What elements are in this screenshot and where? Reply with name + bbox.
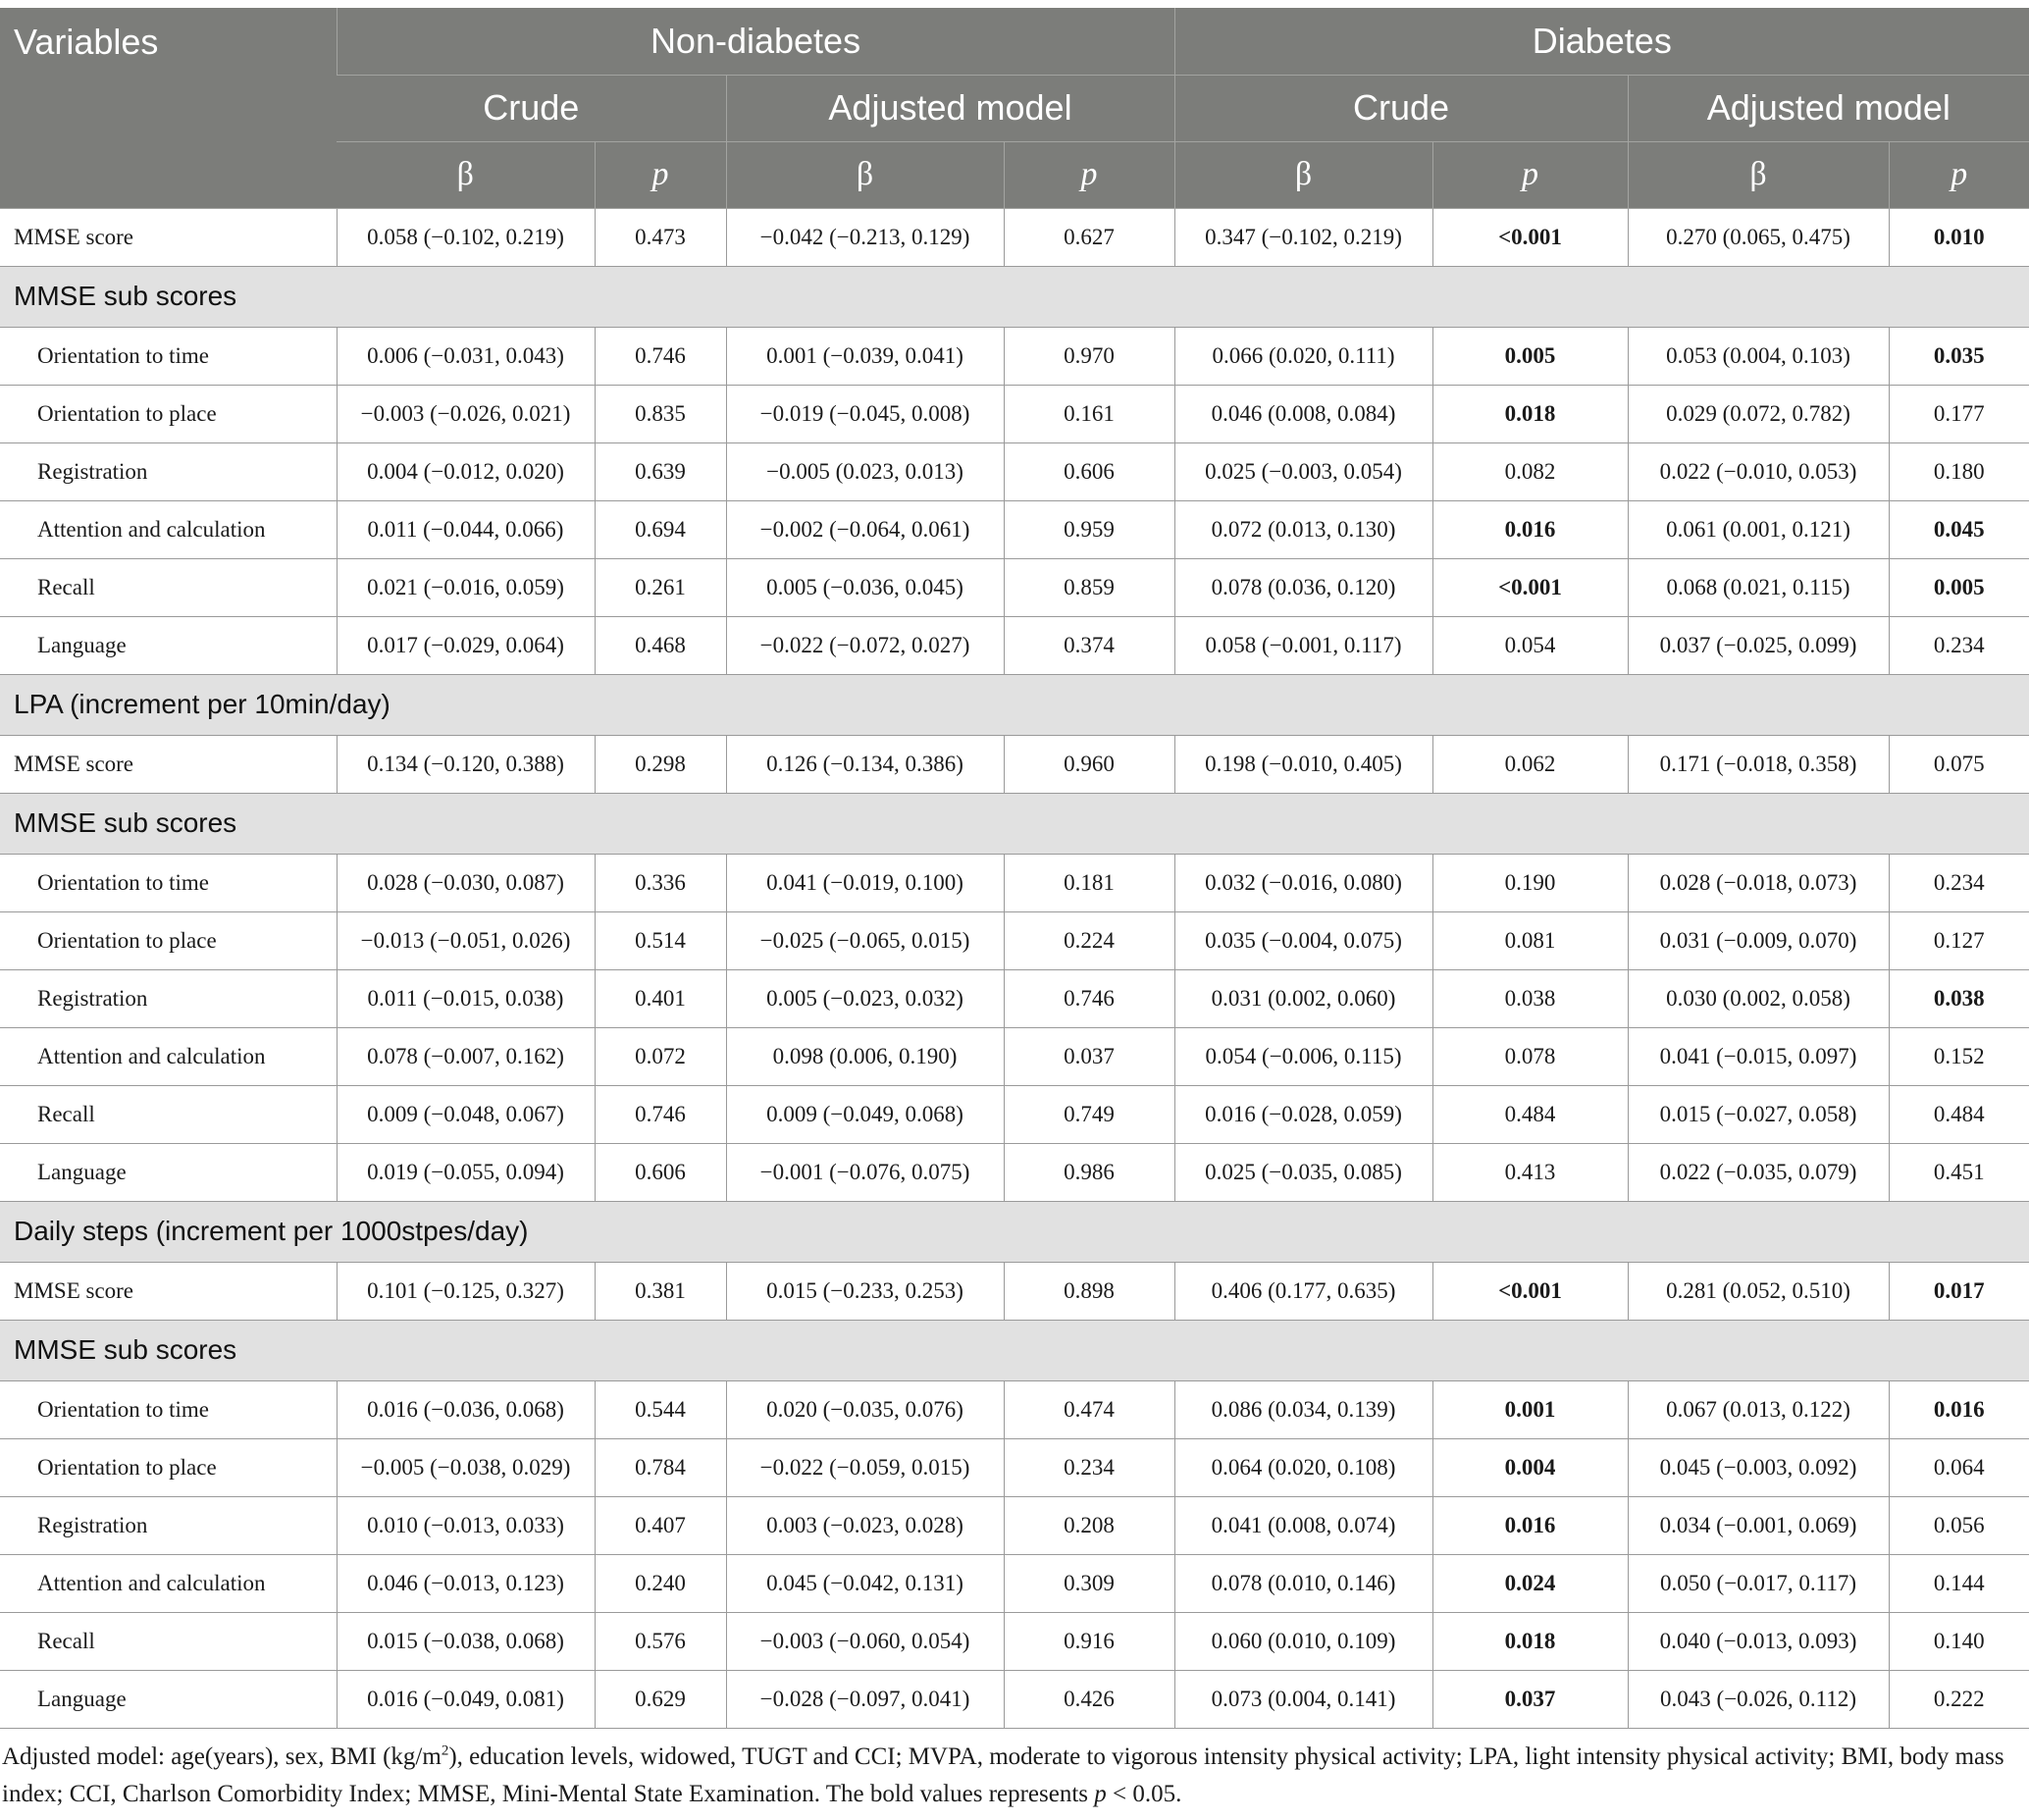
table-row xyxy=(0,1143,2029,1201)
beta-ci-cell: 0.010 (−0.013, 0.033) xyxy=(337,1496,595,1554)
beta-ci-cell: 0.098 (0.006, 0.190) xyxy=(726,1027,1004,1085)
p-value-cell: 0.234 xyxy=(1004,1438,1174,1496)
p-value-cell: 0.004 xyxy=(1432,1438,1628,1496)
beta-ci-cell: 0.045 (−0.003, 0.092) xyxy=(1628,1438,1889,1496)
beta-ci-cell: −0.005 (−0.038, 0.029) xyxy=(337,1438,595,1496)
p-value-cell: 0.970 xyxy=(1004,327,1174,385)
beta-ci-cell: 0.020 (−0.035, 0.076) xyxy=(726,1380,1004,1438)
beta-ci-cell: 0.011 (−0.015, 0.038) xyxy=(337,969,595,1027)
p-value-cell: 0.152 xyxy=(1889,1027,2029,1085)
beta-ci-cell: −0.013 (−0.051, 0.026) xyxy=(337,911,595,969)
p-value-cell: 0.037 xyxy=(1432,1670,1628,1728)
p-value-cell: 0.016 xyxy=(1432,1496,1628,1554)
row-label: MMSE score xyxy=(0,208,337,266)
beta-ci-cell: 0.040 (−0.013, 0.093) xyxy=(1628,1612,1889,1670)
row-label: Language xyxy=(0,616,337,674)
beta-ci-cell: 0.046 (0.008, 0.084) xyxy=(1174,385,1432,442)
beta-ci-cell: 0.043 (−0.026, 0.112) xyxy=(1628,1670,1889,1728)
beta-ci-cell: 0.001 (−0.039, 0.041) xyxy=(726,327,1004,385)
p-value-cell: 0.426 xyxy=(1004,1670,1174,1728)
beta-ci-cell: 0.066 (0.020, 0.111) xyxy=(1174,327,1432,385)
beta-ci-cell: −0.022 (−0.059, 0.015) xyxy=(726,1438,1004,1496)
p-value-cell: 0.018 xyxy=(1432,385,1628,442)
p-value-cell: 0.234 xyxy=(1889,854,2029,911)
table-header xyxy=(0,8,2029,208)
model-header-nd-crude: Crude xyxy=(337,75,726,141)
beta-ci-cell: 0.078 (−0.007, 0.162) xyxy=(337,1027,595,1085)
p-value-cell: 0.916 xyxy=(1004,1612,1174,1670)
model-header-d-crude: Crude xyxy=(1174,75,1628,141)
row-label: Language xyxy=(0,1670,337,1728)
row-label: MMSE score xyxy=(0,1262,337,1320)
p-value-cell: 0.639 xyxy=(595,442,726,500)
p-value-cell: 0.407 xyxy=(595,1496,726,1554)
beta-ci-cell: 0.050 (−0.017, 0.117) xyxy=(1628,1554,1889,1612)
table-row xyxy=(0,1085,2029,1143)
beta-ci-cell: −0.019 (−0.045, 0.008) xyxy=(726,385,1004,442)
p-value-cell: 0.161 xyxy=(1004,385,1174,442)
row-label: Attention and calculation xyxy=(0,1027,337,1085)
p-value-cell: 0.749 xyxy=(1004,1085,1174,1143)
p-value-cell: 0.898 xyxy=(1004,1262,1174,1320)
row-label: Registration xyxy=(0,1496,337,1554)
beta-ci-cell: 0.270 (0.065, 0.475) xyxy=(1628,208,1889,266)
p-value-cell: 0.746 xyxy=(595,1085,726,1143)
beta-ci-cell: 0.009 (−0.048, 0.067) xyxy=(337,1085,595,1143)
beta-ci-cell: 0.045 (−0.042, 0.131) xyxy=(726,1554,1004,1612)
table-row xyxy=(0,1438,2029,1496)
p-value-cell: 0.484 xyxy=(1432,1085,1628,1143)
p-value-cell: 0.484 xyxy=(1889,1085,2029,1143)
p-value-cell: 0.606 xyxy=(595,1143,726,1201)
footnote-text: Adjusted model: age(years), sex, BMI (kg/m xyxy=(2,1743,442,1770)
beta-ci-cell: 0.016 (−0.028, 0.059) xyxy=(1174,1085,1432,1143)
table-row xyxy=(0,1262,2029,1320)
p-value-cell: 0.336 xyxy=(595,854,726,911)
beta-ci-cell: 0.041 (−0.019, 0.100) xyxy=(726,854,1004,911)
footnote-text: ), education levels, widowed, TUGT and CCI; MVPA, moderate to vigorous intensity physical activity; LPA, light intensity physical activity; BMI, body mass index; CCI, Charlson Comorbidity Index; MMSE, Mini-Mental State Examination. The bold values represents xyxy=(2,1743,2004,1807)
row-label: Orientation to time xyxy=(0,327,337,385)
p-value-cell: 0.240 xyxy=(595,1554,726,1612)
results-table xyxy=(0,8,2029,1729)
beta-ci-cell: 0.073 (0.004, 0.141) xyxy=(1174,1670,1432,1728)
header-row-groups xyxy=(0,8,2029,75)
table-footnote xyxy=(2,1739,2013,1813)
p-value-cell: 0.544 xyxy=(595,1380,726,1438)
p-value-cell: 0.694 xyxy=(595,500,726,558)
row-label: Registration xyxy=(0,442,337,500)
model-header-d-adjusted: Adjusted model xyxy=(1628,75,2029,141)
row-label: MMSE score xyxy=(0,735,337,793)
p-value-cell: 0.298 xyxy=(595,735,726,793)
p-value-cell: 0.054 xyxy=(1432,616,1628,674)
p-value-cell: 0.035 xyxy=(1889,327,2029,385)
beta-ci-cell: 0.021 (−0.016, 0.059) xyxy=(337,558,595,616)
p-value-cell: 0.190 xyxy=(1432,854,1628,911)
beta-ci-cell: 0.126 (−0.134, 0.386) xyxy=(726,735,1004,793)
beta-ci-cell: 0.028 (−0.030, 0.087) xyxy=(337,854,595,911)
p-value-cell: 0.234 xyxy=(1889,616,2029,674)
row-label: Orientation to place xyxy=(0,1438,337,1496)
table-row xyxy=(0,911,2029,969)
beta-ci-cell: 0.022 (−0.010, 0.053) xyxy=(1628,442,1889,500)
table-row xyxy=(0,735,2029,793)
p-value-cell: 0.001 xyxy=(1432,1380,1628,1438)
p-value-cell: 0.017 xyxy=(1889,1262,2029,1320)
p-value-cell: 0.451 xyxy=(1889,1143,2029,1201)
p-value-cell: 0.309 xyxy=(1004,1554,1174,1612)
row-label: Orientation to time xyxy=(0,854,337,911)
beta-header: β xyxy=(1174,141,1432,208)
p-value-cell: 0.064 xyxy=(1889,1438,2029,1496)
beta-ci-cell: 0.031 (−0.009, 0.070) xyxy=(1628,911,1889,969)
beta-ci-cell: 0.028 (−0.018, 0.073) xyxy=(1628,854,1889,911)
p-value-cell: 0.056 xyxy=(1889,1496,2029,1554)
p-value-cell: 0.078 xyxy=(1432,1027,1628,1085)
beta-ci-cell: 0.016 (−0.049, 0.081) xyxy=(337,1670,595,1728)
section-header-row xyxy=(0,1201,2029,1262)
beta-ci-cell: −0.025 (−0.065, 0.015) xyxy=(726,911,1004,969)
table-row xyxy=(0,1496,2029,1554)
row-label: Orientation to place xyxy=(0,911,337,969)
beta-ci-cell: 0.037 (−0.025, 0.099) xyxy=(1628,616,1889,674)
row-label: Attention and calculation xyxy=(0,500,337,558)
beta-ci-cell: −0.003 (−0.060, 0.054) xyxy=(726,1612,1004,1670)
row-label: Recall xyxy=(0,558,337,616)
p-value-cell: 0.473 xyxy=(595,208,726,266)
beta-ci-cell: 0.019 (−0.055, 0.094) xyxy=(337,1143,595,1201)
table-row xyxy=(0,1380,2029,1438)
table-row xyxy=(0,500,2029,558)
beta-ci-cell: −0.042 (−0.213, 0.129) xyxy=(726,208,1004,266)
beta-ci-cell: 0.005 (−0.036, 0.045) xyxy=(726,558,1004,616)
beta-ci-cell: 0.041 (−0.015, 0.097) xyxy=(1628,1027,1889,1085)
p-value-cell: 0.986 xyxy=(1004,1143,1174,1201)
table-row xyxy=(0,1670,2029,1728)
beta-ci-cell: 0.078 (0.036, 0.120) xyxy=(1174,558,1432,616)
variables-header: Variables xyxy=(0,8,337,208)
p-value-cell: 0.474 xyxy=(1004,1380,1174,1438)
p-value-cell: 0.959 xyxy=(1004,500,1174,558)
beta-ci-cell: 0.072 (0.013, 0.130) xyxy=(1174,500,1432,558)
beta-ci-cell: −0.002 (−0.064, 0.061) xyxy=(726,500,1004,558)
beta-ci-cell: 0.030 (0.002, 0.058) xyxy=(1628,969,1889,1027)
beta-ci-cell: 0.009 (−0.049, 0.068) xyxy=(726,1085,1004,1143)
p-value-cell: 0.374 xyxy=(1004,616,1174,674)
beta-ci-cell: 0.035 (−0.004, 0.075) xyxy=(1174,911,1432,969)
p-value-cell: 0.127 xyxy=(1889,911,2029,969)
table-row xyxy=(0,442,2029,500)
beta-ci-cell: 0.068 (0.021, 0.115) xyxy=(1628,558,1889,616)
beta-ci-cell: 0.058 (−0.102, 0.219) xyxy=(337,208,595,266)
beta-ci-cell: 0.086 (0.034, 0.139) xyxy=(1174,1380,1432,1438)
table-row xyxy=(0,385,2029,442)
p-value-cell: 0.576 xyxy=(595,1612,726,1670)
p-value-cell: 0.180 xyxy=(1889,442,2029,500)
beta-ci-cell: 0.101 (−0.125, 0.327) xyxy=(337,1262,595,1320)
beta-ci-cell: 0.134 (−0.120, 0.388) xyxy=(337,735,595,793)
p-value-cell: 0.005 xyxy=(1889,558,2029,616)
p-value-cell: 0.401 xyxy=(595,969,726,1027)
section-title: MMSE sub scores xyxy=(0,266,2029,327)
p-value-cell: 0.140 xyxy=(1889,1612,2029,1670)
table-row xyxy=(0,854,2029,911)
p-value-cell: 0.010 xyxy=(1889,208,2029,266)
p-value-cell: 0.005 xyxy=(1432,327,1628,385)
beta-ci-cell: 0.016 (−0.036, 0.068) xyxy=(337,1380,595,1438)
row-label: Registration xyxy=(0,969,337,1027)
row-label: Orientation to place xyxy=(0,385,337,442)
p-value-cell: 0.038 xyxy=(1432,969,1628,1027)
row-label: Orientation to time xyxy=(0,1380,337,1438)
section-header-row xyxy=(0,266,2029,327)
row-label: Attention and calculation xyxy=(0,1554,337,1612)
row-label: Recall xyxy=(0,1085,337,1143)
p-value-cell: 0.627 xyxy=(1004,208,1174,266)
p-value-cell: <0.001 xyxy=(1432,1262,1628,1320)
table-body xyxy=(0,208,2029,1728)
p-value-cell: 0.045 xyxy=(1889,500,2029,558)
p-value-cell: 0.261 xyxy=(595,558,726,616)
beta-ci-cell: 0.171 (−0.018, 0.358) xyxy=(1628,735,1889,793)
p-value-cell: 0.081 xyxy=(1432,911,1628,969)
p-value-cell: 0.784 xyxy=(595,1438,726,1496)
model-header-nd-adjusted: Adjusted model xyxy=(726,75,1174,141)
beta-ci-cell: −0.001 (−0.076, 0.075) xyxy=(726,1143,1004,1201)
beta-ci-cell: 0.347 (−0.102, 0.219) xyxy=(1174,208,1432,266)
p-value-cell: <0.001 xyxy=(1432,208,1628,266)
p-value-cell: 0.062 xyxy=(1432,735,1628,793)
p-header: p xyxy=(595,141,726,208)
table-row xyxy=(0,1612,2029,1670)
p-value-cell: 0.144 xyxy=(1889,1554,2029,1612)
beta-ci-cell: −0.022 (−0.072, 0.027) xyxy=(726,616,1004,674)
section-title: LPA (increment per 10min/day) xyxy=(0,674,2029,735)
beta-ci-cell: 0.046 (−0.013, 0.123) xyxy=(337,1554,595,1612)
beta-ci-cell: 0.053 (0.004, 0.103) xyxy=(1628,327,1889,385)
p-value-cell: 0.859 xyxy=(1004,558,1174,616)
p-value-cell: 0.075 xyxy=(1889,735,2029,793)
table-row xyxy=(0,969,2029,1027)
section-title: MMSE sub scores xyxy=(0,793,2029,854)
beta-ci-cell: 0.003 (−0.023, 0.028) xyxy=(726,1496,1004,1554)
beta-ci-cell: 0.017 (−0.029, 0.064) xyxy=(337,616,595,674)
beta-ci-cell: 0.064 (0.020, 0.108) xyxy=(1174,1438,1432,1496)
section-header-row xyxy=(0,674,2029,735)
beta-ci-cell: 0.022 (−0.035, 0.079) xyxy=(1628,1143,1889,1201)
diabetes-header: Diabetes xyxy=(1174,8,2029,75)
beta-ci-cell: 0.281 (0.052, 0.510) xyxy=(1628,1262,1889,1320)
beta-ci-cell: −0.003 (−0.026, 0.021) xyxy=(337,385,595,442)
p-header: p xyxy=(1432,141,1628,208)
p-header: p xyxy=(1889,141,2029,208)
beta-header: β xyxy=(337,141,595,208)
p-value-cell: 0.016 xyxy=(1889,1380,2029,1438)
p-value-cell: 0.181 xyxy=(1004,854,1174,911)
beta-header: β xyxy=(1628,141,1889,208)
beta-ci-cell: 0.004 (−0.012, 0.020) xyxy=(337,442,595,500)
p-value-cell: 0.072 xyxy=(595,1027,726,1085)
beta-ci-cell: 0.058 (−0.001, 0.117) xyxy=(1174,616,1432,674)
table-row xyxy=(0,1554,2029,1612)
beta-ci-cell: 0.031 (0.002, 0.060) xyxy=(1174,969,1432,1027)
beta-ci-cell: 0.029 (0.072, 0.782) xyxy=(1628,385,1889,442)
p-value-cell: 0.381 xyxy=(595,1262,726,1320)
p-value-cell: 0.016 xyxy=(1432,500,1628,558)
table-row xyxy=(0,616,2029,674)
beta-header: β xyxy=(726,141,1004,208)
beta-ci-cell: 0.406 (0.177, 0.635) xyxy=(1174,1262,1432,1320)
p-value-cell: 0.222 xyxy=(1889,1670,2029,1728)
beta-ci-cell: −0.005 (0.023, 0.013) xyxy=(726,442,1004,500)
beta-ci-cell: 0.015 (−0.233, 0.253) xyxy=(726,1262,1004,1320)
beta-ci-cell: 0.006 (−0.031, 0.043) xyxy=(337,327,595,385)
section-title: Daily steps (increment per 1000stpes/day) xyxy=(0,1201,2029,1262)
p-header: p xyxy=(1004,141,1174,208)
beta-ci-cell: 0.060 (0.010, 0.109) xyxy=(1174,1612,1432,1670)
p-value-cell: 0.746 xyxy=(1004,969,1174,1027)
beta-ci-cell: 0.198 (−0.010, 0.405) xyxy=(1174,735,1432,793)
p-value-cell: 0.960 xyxy=(1004,735,1174,793)
beta-ci-cell: −0.028 (−0.097, 0.041) xyxy=(726,1670,1004,1728)
footnote-text: < 0.05. xyxy=(1106,1781,1182,1807)
p-value-cell: 0.024 xyxy=(1432,1554,1628,1612)
p-value-cell: 0.606 xyxy=(1004,442,1174,500)
table-row xyxy=(0,208,2029,266)
p-value-cell: 0.082 xyxy=(1432,442,1628,500)
non-diabetes-header: Non-diabetes xyxy=(337,8,1174,75)
p-value-cell: 0.413 xyxy=(1432,1143,1628,1201)
p-value-cell: 0.018 xyxy=(1432,1612,1628,1670)
beta-ci-cell: 0.067 (0.013, 0.122) xyxy=(1628,1380,1889,1438)
section-header-row xyxy=(0,1320,2029,1380)
beta-ci-cell: 0.025 (−0.035, 0.085) xyxy=(1174,1143,1432,1201)
p-value-cell: 0.177 xyxy=(1889,385,2029,442)
table-row xyxy=(0,1027,2029,1085)
beta-ci-cell: 0.041 (0.008, 0.074) xyxy=(1174,1496,1432,1554)
beta-ci-cell: 0.078 (0.010, 0.146) xyxy=(1174,1554,1432,1612)
row-label: Language xyxy=(0,1143,337,1201)
beta-ci-cell: 0.015 (−0.027, 0.058) xyxy=(1628,1085,1889,1143)
beta-ci-cell: 0.005 (−0.023, 0.032) xyxy=(726,969,1004,1027)
p-value-cell: 0.038 xyxy=(1889,969,2029,1027)
beta-ci-cell: 0.025 (−0.003, 0.054) xyxy=(1174,442,1432,500)
beta-ci-cell: 0.061 (0.001, 0.121) xyxy=(1628,500,1889,558)
p-value-cell: 0.208 xyxy=(1004,1496,1174,1554)
row-label: Recall xyxy=(0,1612,337,1670)
p-value-cell: 0.514 xyxy=(595,911,726,969)
p-value-cell: 0.629 xyxy=(595,1670,726,1728)
beta-ci-cell: 0.011 (−0.044, 0.066) xyxy=(337,500,595,558)
beta-ci-cell: 0.054 (−0.006, 0.115) xyxy=(1174,1027,1432,1085)
footnote-p-symbol: p xyxy=(1094,1781,1107,1807)
beta-ci-cell: 0.034 (−0.001, 0.069) xyxy=(1628,1496,1889,1554)
p-value-cell: 0.037 xyxy=(1004,1027,1174,1085)
table-row xyxy=(0,327,2029,385)
table-row xyxy=(0,558,2029,616)
footnote-superscript: 2 xyxy=(441,1742,449,1759)
p-value-cell: 0.835 xyxy=(595,385,726,442)
p-value-cell: 0.224 xyxy=(1004,911,1174,969)
beta-ci-cell: 0.032 (−0.016, 0.080) xyxy=(1174,854,1432,911)
beta-ci-cell: 0.015 (−0.038, 0.068) xyxy=(337,1612,595,1670)
p-value-cell: <0.001 xyxy=(1432,558,1628,616)
p-value-cell: 0.746 xyxy=(595,327,726,385)
p-value-cell: 0.468 xyxy=(595,616,726,674)
section-header-row xyxy=(0,793,2029,854)
section-title: MMSE sub scores xyxy=(0,1320,2029,1380)
